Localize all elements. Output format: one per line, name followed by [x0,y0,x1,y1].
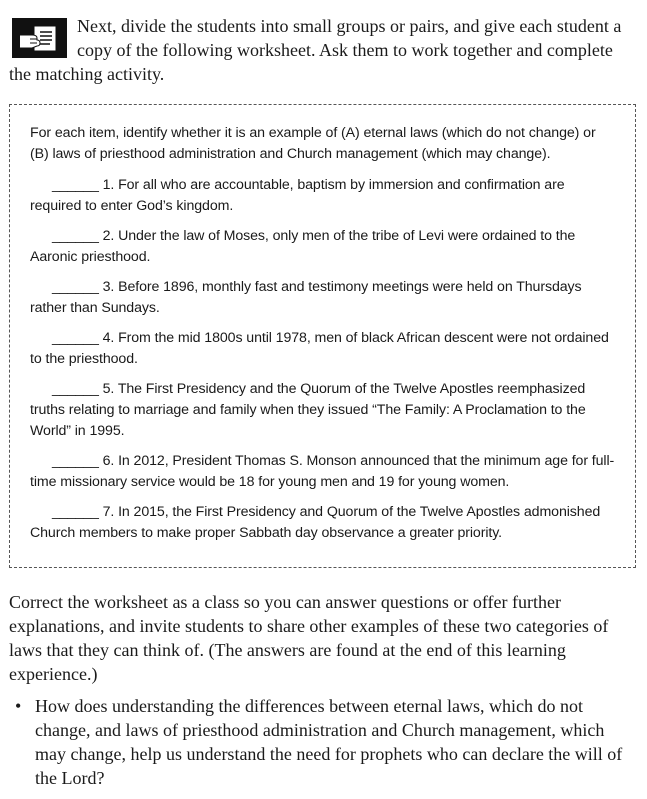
worksheet-item-2 [30,226,615,268]
item-number: 4. [98,330,119,346]
answer-blank[interactable]: ______ [52,330,99,346]
item-text: In 2015, the First Presidency and Quorum of the Twelve Apostles admonished Church members to make proper Sabbath day observance a greater priority. [30,504,601,541]
answer-blank[interactable]: ______ [52,177,99,193]
page [0,14,647,799]
answer-blank[interactable]: ______ [52,228,99,244]
worksheet-box [9,104,636,568]
bullet-icon: • [15,696,22,716]
item-number: 5. [98,381,118,397]
followup-section [9,590,639,790]
question-item [9,694,639,790]
item-number: 6. [98,453,119,469]
item-text: For all who are accountable, baptism by immersion and confirmation are required to enter God’s kingdom. [30,177,565,214]
worksheet-item-7 [30,502,615,544]
intro-section [9,14,639,86]
answer-blank[interactable]: ______ [52,453,99,469]
worksheet-item-4 [30,328,615,370]
item-text: From the mid 1800s until 1978, men of black African descent were not ordained to the priesthood. [30,330,609,367]
item-text: The First Presidency and the Quorum of the Twelve Apostles reemphasized truths relating to marriage and family when they issued “The Family: A Proclamation to the World” in 1995. [30,381,586,439]
followup-paragraph: Correct the worksheet as a class so you can answer questions or offer further explanations, and invite students to share other examples of these two categories of laws that they can think of. (The answers are found at the end of this learning experience.) [9,592,609,684]
worksheet-item-3 [30,277,615,319]
worksheet-instructions: For each item, identify whether it is an example of (A) eternal laws (which do not change) or (B) laws of priesthood administration and Church management (which may change). [30,125,596,162]
item-number: 3. [98,279,119,295]
question-text: How does understanding the differences between eternal laws, which do not change, and laws of priesthood administration and Church management, which may change, help us understand the need for prophets who can declare the will of the Lord? [35,696,623,788]
answer-blank[interactable]: ______ [52,381,99,397]
worksheet-item-1 [30,175,615,217]
handout-icon [12,18,67,58]
item-number: 1. [98,177,119,193]
item-number: 2. [98,228,119,244]
answer-blank[interactable]: ______ [52,279,99,295]
intro-text: Next, divide the students into small groups or pairs, and give each student a copy of the following worksheet. Ask them to work together and complete the matching activity. [9,16,622,84]
item-text: In 2012, President Thomas S. Monson announced that the minimum age for full-time missionary service would be 18 for young men and 19 for young women. [30,453,615,490]
worksheet-item-6 [30,451,615,493]
worksheet-item-5 [30,379,615,442]
question-list [9,694,639,790]
answer-blank[interactable]: ______ [52,504,99,520]
worksheet-items [30,175,615,544]
item-text: Under the law of Moses, only men of the tribe of Levi were ordained to the Aaronic priesthood. [30,228,576,265]
item-text: Before 1896, monthly fast and testimony meetings were held on Thursdays rather than Sundays. [30,279,582,316]
item-number: 7. [98,504,119,520]
